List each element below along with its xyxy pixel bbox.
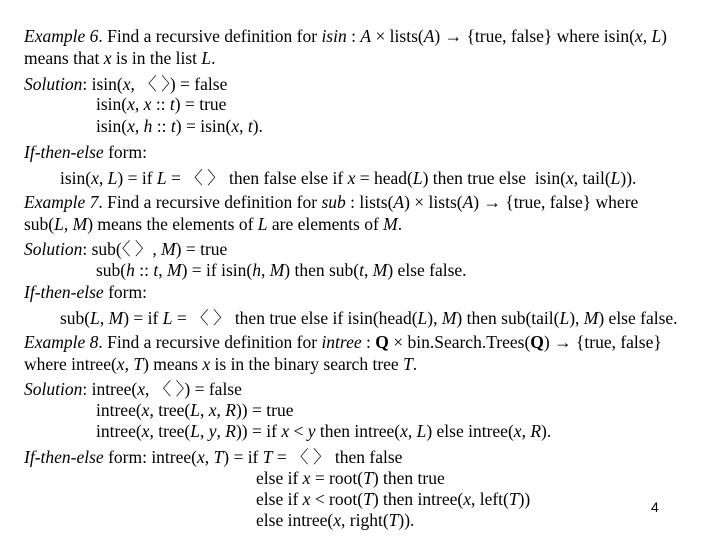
text-segment: Q [375, 332, 389, 352]
text-segment: T [363, 489, 373, 509]
text-line [24, 76, 227, 94]
text-segment: ) else false. [598, 308, 678, 328]
text-segment: t [153, 260, 159, 280]
text-segment: sub( [60, 308, 91, 328]
text-segment: A [423, 26, 435, 46]
text-segment: ) means [143, 354, 203, 374]
text-segment: , [521, 421, 531, 441]
text-line [256, 491, 530, 509]
text-segment: ) then true else isin( [422, 168, 566, 188]
text-line [24, 28, 667, 46]
text-segment: ) = true [175, 239, 228, 259]
text-segment: Solution [24, 379, 83, 399]
text-segment: ) then intree( [372, 489, 464, 509]
text-segment: < root( [310, 489, 364, 509]
text-segment: h [252, 260, 261, 280]
text-segment: ) then true [372, 468, 445, 488]
text-segment: x [634, 26, 643, 46]
text-segment: :: [134, 260, 154, 280]
text-line [96, 118, 263, 136]
text-segment: sub( [24, 214, 55, 234]
text-segment: t [359, 260, 365, 280]
text-segment: T [508, 489, 519, 509]
text-segment: : isin( [82, 74, 123, 94]
text-segment: x [141, 421, 150, 441]
text-segment: , left( [470, 489, 509, 509]
text-segment: , [99, 308, 109, 328]
text-segment: If-then-else [24, 142, 104, 162]
text-segment: sub( [96, 260, 127, 280]
text-segment: x [513, 421, 522, 441]
text-segment: , 〈 〉) = false [130, 74, 228, 94]
text-segment: , tail( [573, 168, 611, 188]
text-segment: is in the binary search tree [210, 354, 404, 374]
text-segment: T [262, 447, 273, 467]
text-line [60, 170, 636, 188]
text-segment: , [200, 400, 209, 420]
text-segment: x [141, 400, 150, 420]
text-segment: is in the list [111, 48, 202, 68]
text-segment: L [90, 308, 100, 328]
text-segment: R [225, 400, 236, 420]
text-segment: x [347, 168, 356, 188]
text-segment: x [196, 447, 205, 467]
text-segment: x [400, 421, 408, 441]
text-segment: x [127, 94, 135, 114]
text-segment: . [211, 48, 216, 68]
text-segment: M [441, 308, 457, 328]
text-segment: L [651, 26, 662, 46]
text-segment: = 〈 〉 then false [272, 447, 403, 467]
text-segment: y [208, 421, 217, 441]
text-segment: , [204, 447, 214, 467]
text-segment: L [201, 48, 212, 68]
text-segment: M [108, 308, 124, 328]
text-segment: ) = if [123, 308, 163, 328]
text-segment: Solution [24, 74, 83, 94]
text-segment: ). [252, 116, 263, 136]
text-segment: x [208, 400, 217, 420]
text-segment: , [642, 26, 652, 46]
text-segment: x [143, 94, 152, 114]
text-line [24, 284, 147, 302]
text-line [24, 381, 242, 399]
text-segment: , [407, 421, 417, 441]
text-segment: . Find a recursive definition for [98, 332, 322, 352]
text-segment: x [333, 510, 342, 530]
text-segment: ) = true [174, 94, 227, 114]
text-segment: ) → {true, false} where isin( [434, 26, 635, 46]
text-segment: A [462, 192, 474, 212]
text-segment: L [162, 308, 173, 328]
text-line [256, 470, 445, 488]
text-segment: Q [530, 332, 544, 352]
text-segment: L [412, 168, 423, 188]
text-line [60, 310, 678, 328]
text-segment: form: [103, 142, 147, 162]
text-segment: intree( [96, 400, 142, 420]
text-line [96, 96, 226, 114]
text-segment: Solution [24, 239, 83, 259]
text-line [96, 423, 551, 441]
text-segment: form: [103, 282, 147, 302]
text-line [96, 262, 467, 280]
text-segment: ) = isin( [175, 116, 232, 136]
text-segment: : lists( [345, 192, 394, 212]
text-segment: intree( [96, 421, 142, 441]
text-line [24, 241, 227, 259]
text-segment: x [463, 489, 471, 509]
text-segment: M [161, 239, 176, 259]
text-segment: . Find a recursive definition for [98, 192, 322, 212]
text-segment: = 〈 〉 then false else if [166, 168, 348, 188]
text-segment: are elements of [267, 214, 384, 234]
text-segment: :: [152, 116, 171, 136]
text-segment: ) means the elements of [87, 214, 258, 234]
text-line [24, 334, 662, 352]
text-segment: × lists( [371, 26, 424, 46]
text-segment: T [388, 510, 399, 530]
text-segment: x [202, 354, 211, 374]
text-segment: ) = if [223, 447, 263, 467]
text-segment: R [225, 421, 236, 441]
text-segment: . [412, 354, 418, 374]
text-segment: , [364, 260, 373, 280]
text-line [24, 356, 417, 374]
text-segment: M [269, 260, 285, 280]
text-segment: M [72, 214, 88, 234]
text-segment: , [200, 421, 209, 441]
text-segment: h [143, 116, 153, 136]
text-segment: form: intree( [103, 447, 197, 467]
text-segment: where intree( [24, 354, 117, 374]
text-segment: x [103, 48, 112, 68]
text-segment: × bin.Search.Trees( [388, 332, 531, 352]
text-segment: L [417, 308, 428, 328]
text-segment: L [610, 168, 621, 188]
text-segment: M [583, 308, 599, 328]
text-segment: If-then-else [24, 447, 104, 467]
text-segment: Example 8 [24, 332, 99, 352]
text-segment: x [127, 116, 135, 136]
text-segment: = root( [310, 468, 364, 488]
text-segment: , [260, 260, 270, 280]
text-segment: L [416, 421, 427, 441]
text-segment: )). [398, 510, 415, 530]
text-segment: If-then-else [24, 282, 104, 302]
text-segment: )) [518, 489, 531, 509]
text-segment: , 〈 〉) = false [145, 379, 242, 399]
text-segment: then intree( [315, 421, 401, 441]
text-segment: x [302, 489, 311, 509]
text-segment: ) then sub(tail( [456, 308, 560, 328]
text-segment: ) → {true, false} [543, 332, 662, 352]
text-segment: x [91, 168, 99, 188]
text-segment: :: [151, 94, 170, 114]
text-segment: , [134, 94, 144, 114]
text-segment: T [403, 354, 413, 374]
text-line [96, 402, 293, 420]
text-segment: ) → {true, false} where [473, 192, 639, 212]
text-segment: : sub(〈 〉, [82, 239, 162, 259]
text-segment: h [126, 260, 135, 280]
text-segment: else intree( [256, 510, 334, 530]
text-segment: L [107, 168, 118, 188]
text-segment: < [289, 421, 308, 441]
text-segment: , right( [341, 510, 389, 530]
text-segment: = 〈 〉 then true else if isin(head( [172, 308, 418, 328]
text-line [24, 144, 147, 162]
text-line [256, 512, 414, 530]
text-segment: A [393, 192, 405, 212]
text-segment: L [190, 421, 200, 441]
text-segment: t [169, 94, 175, 114]
text-segment: intree [321, 332, 362, 352]
text-segment: ) else false. [387, 260, 467, 280]
text-segment: ). [541, 421, 552, 441]
text-segment: x [137, 379, 146, 399]
text-segment: ) = if isin( [181, 260, 253, 280]
text-segment: , [239, 116, 248, 136]
text-segment: ), [569, 308, 584, 328]
text-segment: ), [427, 308, 442, 328]
text-segment: , tree( [149, 400, 191, 420]
text-segment: isin( [96, 94, 128, 114]
text-segment: ) then sub( [284, 260, 360, 280]
page-number: 4 [651, 499, 659, 515]
text-segment: y [307, 421, 316, 441]
text-segment: L [559, 308, 570, 328]
text-segment: M [383, 214, 398, 234]
text-segment: R [530, 421, 542, 441]
text-segment: . Find a recursive definition for [98, 26, 322, 46]
text-segment: isin [321, 26, 347, 46]
text-segment: : intree( [82, 379, 138, 399]
text-segment: T [213, 447, 224, 467]
text-segment: )) = if [235, 421, 282, 441]
text-segment: T [363, 468, 373, 488]
text-segment: x [122, 74, 131, 94]
text-segment: , [134, 116, 144, 136]
text-segment: x [565, 168, 574, 188]
text-segment: Example 6 [24, 26, 99, 46]
text-segment: , [124, 354, 134, 374]
text-segment: ) = if [117, 168, 157, 188]
text-line [24, 50, 216, 68]
text-segment: A [360, 26, 372, 46]
text-line [24, 216, 402, 234]
text-segment: ) else intree( [426, 421, 514, 441]
text-segment: , [216, 421, 226, 441]
text-segment: else if [256, 468, 303, 488]
text-segment: L [54, 214, 64, 234]
text-line [24, 449, 402, 467]
text-segment: x [302, 468, 311, 488]
text-segment: = head( [355, 168, 413, 188]
text-segment: x [231, 116, 240, 136]
text-segment: T [133, 354, 144, 374]
text-segment: : [346, 26, 361, 46]
text-segment: L [156, 168, 167, 188]
text-segment: L [257, 214, 268, 234]
text-segment: else if [256, 489, 303, 509]
text-segment: : [361, 332, 376, 352]
text-segment: , tree( [149, 421, 191, 441]
text-segment: x [281, 421, 290, 441]
text-segment: M [372, 260, 388, 280]
text-segment: , [98, 168, 108, 188]
text-segment: . [397, 214, 403, 234]
text-segment: ) × lists( [404, 192, 463, 212]
text-segment: )) = true [235, 400, 294, 420]
text-segment: x [116, 354, 125, 374]
text-segment: , [63, 214, 73, 234]
text-segment: ) [661, 26, 667, 46]
text-segment: , [158, 260, 167, 280]
text-segment: means that [24, 48, 104, 68]
text-segment: t [170, 116, 176, 136]
text-segment: sub [321, 192, 346, 212]
text-segment: L [190, 400, 200, 420]
text-segment: , [216, 400, 226, 420]
text-segment: M [167, 260, 182, 280]
text-line [24, 194, 638, 212]
text-segment: t [247, 116, 253, 136]
text-segment: Example 7 [24, 192, 99, 212]
text-segment: )). [620, 168, 637, 188]
text-segment: isin( [96, 116, 128, 136]
text-segment: isin( [60, 168, 92, 188]
